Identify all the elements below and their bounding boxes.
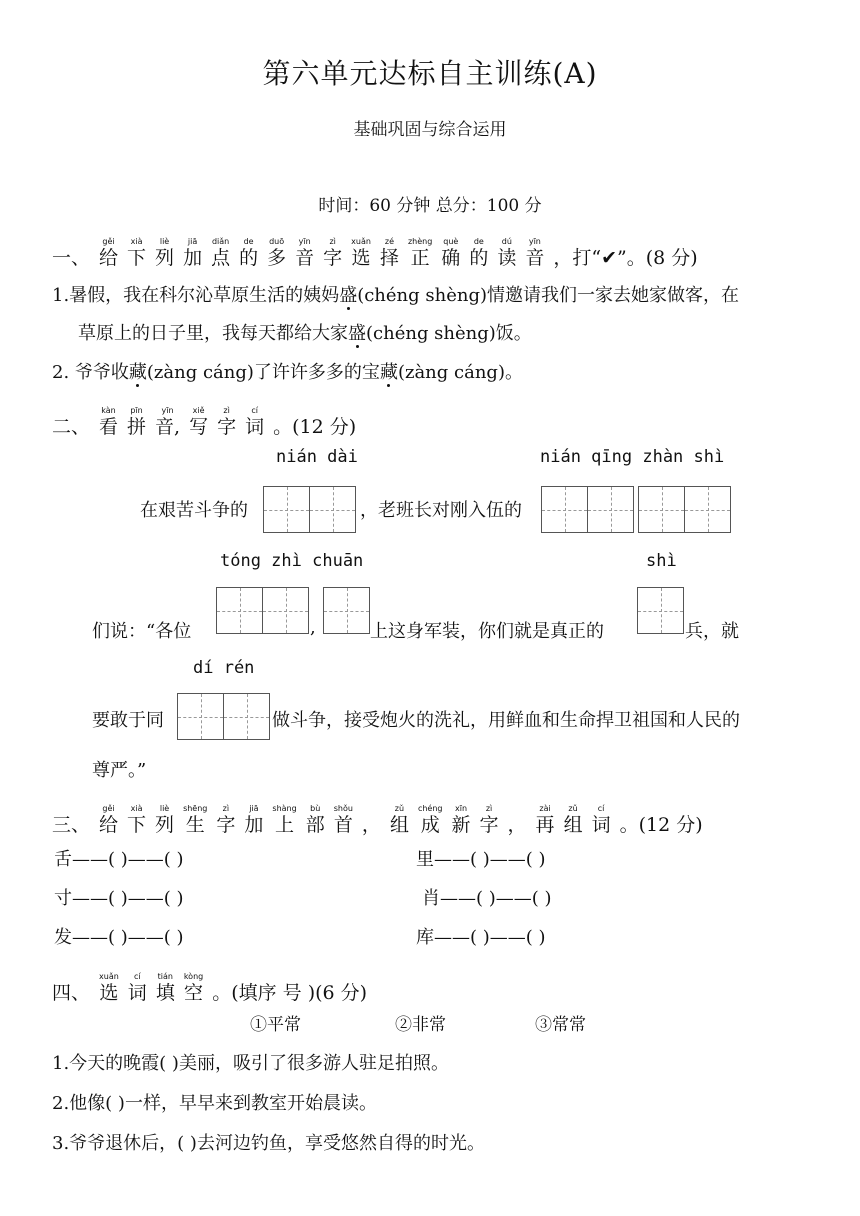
- ruby-char: [306, 804, 325, 836]
- write-box-chuan[interactable]: [323, 587, 370, 634]
- ruby-char: [239, 237, 258, 269]
- q2-line2-text-b: ,: [310, 617, 316, 638]
- time-score-line: 时间：60 分钟 总分：100 分: [318, 196, 542, 216]
- ruby-char: [217, 406, 236, 438]
- ruby-char: [155, 804, 174, 836]
- ruby-char: [418, 804, 443, 836]
- write-box-di-ren[interactable]: [177, 693, 270, 740]
- q3-row-2-left[interactable]: 寸——( )——( ): [54, 888, 184, 909]
- ruby-char: [408, 237, 432, 269]
- q3-ruby-chars-2: [390, 804, 508, 836]
- q3-row-1-right[interactable]: 里——( )——( ): [416, 849, 546, 870]
- tianzige-cell[interactable]: [178, 694, 224, 739]
- ruby-pinyin: yīn: [298, 237, 311, 246]
- ruby-char: [216, 804, 235, 836]
- ruby-char: [127, 406, 146, 438]
- q1-item1-line1: [52, 281, 739, 307]
- ruby-hanzi: 音,: [155, 416, 181, 438]
- ruby-char: [155, 237, 174, 269]
- q1-ruby-chars: [99, 237, 553, 269]
- ruby-pinyin: duō: [269, 237, 285, 246]
- ruby-char: [127, 804, 146, 836]
- q2-line2-text-c: 上这身军装，你们就是真正的: [370, 621, 604, 642]
- ruby-hanzi: 拼: [127, 416, 147, 438]
- write-box-nian-dai[interactable]: [263, 486, 356, 533]
- write-box-zhan-shi[interactable]: [638, 486, 731, 533]
- ruby-char: [334, 804, 353, 836]
- ruby-hanzi: 确: [441, 247, 461, 269]
- ruby-char: [183, 804, 207, 836]
- ruby-pinyin: yīn: [528, 237, 541, 246]
- tianzige-cell[interactable]: [224, 694, 269, 739]
- ruby-pinyin: chéng: [417, 804, 443, 813]
- ruby-char: [323, 237, 342, 269]
- q2-line3-text-b: 做斗争，接受炮火的洗礼，用鲜血和生命捍卫祖国和人民的: [272, 710, 740, 731]
- ruby-hanzi: 择: [379, 247, 399, 269]
- q3-ruby-chars: [99, 804, 362, 836]
- ruby-pinyin: gěi: [102, 237, 115, 246]
- ruby-char: [156, 972, 175, 1004]
- q1-item2: [52, 358, 523, 384]
- ruby-pinyin: xià: [130, 237, 143, 246]
- ruby-char: [128, 972, 147, 1004]
- ruby-hanzi: 空: [184, 982, 204, 1004]
- ruby-pinyin: jiā: [249, 804, 259, 813]
- ruby-pinyin: zì: [485, 804, 493, 813]
- ruby-hanzi: 首: [333, 814, 353, 836]
- q1-item1-line2: [78, 319, 532, 345]
- ruby-char: [390, 804, 409, 836]
- write-box-tong-zhi[interactable]: [216, 587, 309, 634]
- ruby-hanzi: 词: [591, 814, 611, 836]
- tianzige-cell[interactable]: [217, 588, 263, 633]
- write-box-nian-qing[interactable]: [541, 486, 634, 533]
- ruby-pinyin: xuǎn: [351, 237, 371, 246]
- q1-tail: ，打“✔”。(8 分): [553, 247, 698, 269]
- ruby-char: [592, 804, 611, 836]
- ruby-pinyin: shēng: [183, 804, 208, 813]
- q1-item1-text-c: 草原上的日子里，我每天都给大家: [78, 323, 348, 344]
- q2-heading: [52, 396, 365, 438]
- tianzige-cell[interactable]: [588, 487, 633, 532]
- ruby-hanzi: 成: [420, 814, 440, 836]
- q4-tail: 。(填序 号 )(6 分): [212, 982, 368, 1004]
- ruby-char: [536, 804, 555, 836]
- tianzige-cell[interactable]: [324, 588, 369, 633]
- q2-line2-text-a: 们说：“各位: [92, 621, 192, 642]
- ruby-hanzi: 看: [99, 416, 119, 438]
- q1-heading: [52, 227, 707, 269]
- ruby-char: [351, 237, 371, 269]
- q4-item-3[interactable]: 3.爷爷退休后，( )去河边钓鱼，享受悠然自得的时光。: [52, 1133, 485, 1154]
- ruby-hanzi: 给: [99, 814, 119, 836]
- ruby-char: [184, 972, 203, 1004]
- ruby-pinyin: liè: [159, 237, 170, 246]
- ruby-pinyin: xià: [130, 804, 143, 813]
- ruby-char: [99, 972, 119, 1004]
- q1-item2-dotted-char: 藏: [128, 362, 147, 383]
- ruby-hanzi: 生: [185, 814, 205, 836]
- q4-item-2[interactable]: 2.他像( )一样，早早来到教室开始晨读。: [52, 1093, 377, 1114]
- q2-line1-text-a: 在艰苦斗争的: [140, 500, 248, 521]
- tianzige-cell[interactable]: [685, 487, 730, 532]
- ruby-hanzi: 写: [189, 416, 209, 438]
- ruby-char: [155, 406, 180, 438]
- tianzige-cell[interactable]: [310, 487, 355, 532]
- ruby-hanzi: 组: [389, 814, 409, 836]
- ruby-hanzi: 给: [99, 247, 119, 269]
- q1-number: 一、: [52, 247, 91, 269]
- ruby-pinyin: diǎn: [211, 237, 230, 246]
- ruby-char: [245, 406, 264, 438]
- tianzige-cell[interactable]: [639, 487, 685, 532]
- ruby-char: [452, 804, 471, 836]
- ruby-pinyin: xuǎn: [99, 972, 119, 981]
- ruby-pinyin: de: [473, 237, 484, 246]
- q3-comma-1: ，: [361, 814, 381, 836]
- tianzige-cell[interactable]: [263, 588, 308, 633]
- ruby-pinyin: zài: [539, 804, 551, 813]
- q4-number: 四、: [52, 982, 91, 1004]
- ruby-char: [99, 406, 118, 438]
- q3-ruby-chars-3: [536, 804, 620, 836]
- ruby-char: [99, 804, 118, 836]
- ruby-pinyin: jiā: [187, 237, 198, 246]
- q2-line1-text-b: ，老班长对刚入伍的: [360, 500, 522, 521]
- ruby-pinyin: cí: [133, 972, 141, 981]
- ruby-pinyin: zhèng: [407, 237, 433, 246]
- q4-ruby-chars: [99, 972, 212, 1004]
- q2-tail: 。(12 分): [273, 416, 357, 438]
- q2-ruby-chars: [99, 406, 273, 438]
- pinyin-shi: shì: [646, 551, 677, 571]
- ruby-hanzi: 音: [295, 247, 315, 269]
- ruby-char: [183, 237, 202, 269]
- ruby-hanzi: 字: [479, 814, 499, 836]
- ruby-pinyin: dú: [501, 237, 512, 246]
- pinyin-nian-dai: nián dài: [276, 447, 358, 467]
- ruby-pinyin: kàn: [101, 406, 116, 415]
- tianzige-cell[interactable]: [542, 487, 588, 532]
- ruby-hanzi: 下: [127, 247, 147, 269]
- ruby-char: [267, 237, 286, 269]
- ruby-hanzi: 词: [245, 416, 265, 438]
- ruby-pinyin: zǔ: [568, 804, 578, 813]
- ruby-pinyin: bù: [310, 804, 321, 813]
- q4-option-3: ③常常: [535, 1015, 586, 1035]
- ruby-char: [380, 237, 399, 269]
- q1-item2-dotted-char-2: 藏: [379, 362, 398, 383]
- ruby-pinyin: zé: [384, 237, 394, 246]
- ruby-hanzi: 词: [127, 982, 147, 1004]
- ruby-pinyin: xīn: [454, 804, 468, 813]
- ruby-hanzi: 点: [211, 247, 231, 269]
- ruby-hanzi: 列: [155, 247, 175, 269]
- ruby-char: [99, 237, 118, 269]
- ruby-hanzi: 部: [305, 814, 325, 836]
- ruby-pinyin: zì: [329, 237, 336, 246]
- ruby-pinyin: pīn: [130, 406, 143, 415]
- ruby-hanzi: 选: [351, 247, 371, 269]
- q1-item2-text-c: (zàng cáng)。: [397, 362, 523, 383]
- ruby-hanzi: 音: [525, 247, 545, 269]
- ruby-pinyin: xiě: [192, 406, 205, 415]
- ruby-pinyin: yīn: [161, 406, 174, 415]
- ruby-hanzi: 组: [563, 814, 583, 836]
- ruby-hanzi: 加: [244, 814, 264, 836]
- ruby-hanzi: 再: [535, 814, 555, 836]
- q3-row-2-right[interactable]: 肖——( )——( ): [422, 888, 552, 909]
- ruby-pinyin: zì: [223, 406, 230, 415]
- tianzige-cell[interactable]: [264, 487, 310, 532]
- ruby-hanzi: 多: [267, 247, 287, 269]
- q3-number: 三、: [52, 814, 91, 836]
- pinyin-tong-zhi-chuan: tóng zhì chuān: [220, 551, 364, 571]
- ruby-hanzi: 读: [497, 247, 517, 269]
- q4-item-1[interactable]: 1.今天的晚霞( )美丽，吸引了很多游人驻足拍照。: [52, 1053, 449, 1074]
- ruby-char: [272, 804, 296, 836]
- q4-option-2: ②非常: [395, 1015, 446, 1035]
- ruby-hanzi: 正: [410, 247, 430, 269]
- ruby-hanzi: 字: [217, 416, 237, 438]
- q1-item1-text-b: (chéng shèng)情邀请我们一家去她家做客，在: [357, 285, 739, 306]
- ruby-hanzi: 填: [155, 982, 175, 1004]
- ruby-hanzi: 上: [275, 814, 295, 836]
- q4-option-1: ①平常: [250, 1015, 301, 1035]
- ruby-pinyin: tián: [157, 972, 173, 981]
- ruby-char: [441, 237, 460, 269]
- ruby-char: [244, 804, 263, 836]
- ruby-char: [564, 804, 583, 836]
- ruby-char: [497, 237, 516, 269]
- q3-row-3-left[interactable]: 发——( )——( ): [54, 927, 184, 948]
- tianzige-cell[interactable]: [638, 588, 683, 633]
- ruby-pinyin: cí: [597, 804, 605, 813]
- ruby-char: [295, 237, 314, 269]
- q3-comma-2: ，: [507, 814, 527, 836]
- ruby-hanzi: 字: [216, 814, 236, 836]
- pinyin-nian-qing-zhan-shi: nián qīng zhàn shì: [540, 447, 725, 467]
- q3-row-1-left[interactable]: 舌——( )——( ): [54, 849, 184, 870]
- ruby-pinyin: cí: [251, 406, 258, 415]
- ruby-char: [525, 237, 544, 269]
- ruby-hanzi: 列: [155, 814, 175, 836]
- ruby-hanzi: 字: [323, 247, 343, 269]
- q1-item1-dotted-char: 盛: [339, 285, 358, 306]
- page-subtitle: 基础巩固与综合运用: [353, 120, 507, 140]
- q2-number: 二、: [52, 416, 91, 438]
- ruby-pinyin: shàng: [272, 804, 297, 813]
- ruby-char: [127, 237, 146, 269]
- ruby-char: [189, 406, 208, 438]
- ruby-hanzi: 加: [183, 247, 203, 269]
- q4-heading: [52, 962, 376, 1004]
- ruby-char: [469, 237, 488, 269]
- ruby-hanzi: 下: [127, 814, 147, 836]
- q2-line2-text-d: 兵，就: [685, 621, 739, 642]
- ruby-pinyin: kòng: [183, 972, 204, 981]
- q2-line3-text-a: 要敢于同: [92, 710, 164, 731]
- q3-heading: [52, 794, 712, 836]
- q3-row-3-right[interactable]: 库——( )——( ): [416, 927, 546, 948]
- ruby-pinyin: de: [243, 237, 254, 246]
- q1-item2-text-a: 2. 爷爷收: [52, 362, 129, 383]
- q3-tail: 。(12 分): [619, 814, 703, 836]
- q1-item1-text-a: 1.暑假，我在科尔沁草原生活的姨妈: [52, 285, 340, 306]
- ruby-pinyin: què: [443, 237, 459, 246]
- pinyin-di-ren: dí rén: [193, 658, 255, 678]
- ruby-hanzi: 的: [469, 247, 489, 269]
- ruby-char: [211, 237, 230, 269]
- q1-item1-text-d: (chéng shèng)饭。: [366, 323, 532, 344]
- ruby-char: [480, 804, 499, 836]
- q2-line4: 尊严。”: [92, 760, 147, 781]
- ruby-pinyin: zì: [222, 804, 230, 813]
- ruby-pinyin: shǒu: [333, 804, 353, 813]
- ruby-pinyin: liè: [159, 804, 170, 813]
- page-title: 第六单元达标自主训练(A): [262, 57, 598, 90]
- q1-item2-text-b: (zàng cáng)了许许多多的宝: [146, 362, 380, 383]
- ruby-hanzi: 的: [239, 247, 259, 269]
- ruby-hanzi: 新: [451, 814, 471, 836]
- write-box-shi[interactable]: [637, 587, 684, 634]
- ruby-pinyin: zǔ: [394, 804, 405, 813]
- q1-item1-dotted-char-2: 盛: [348, 323, 366, 344]
- ruby-hanzi: 选: [99, 982, 119, 1004]
- ruby-pinyin: gěi: [102, 804, 115, 813]
